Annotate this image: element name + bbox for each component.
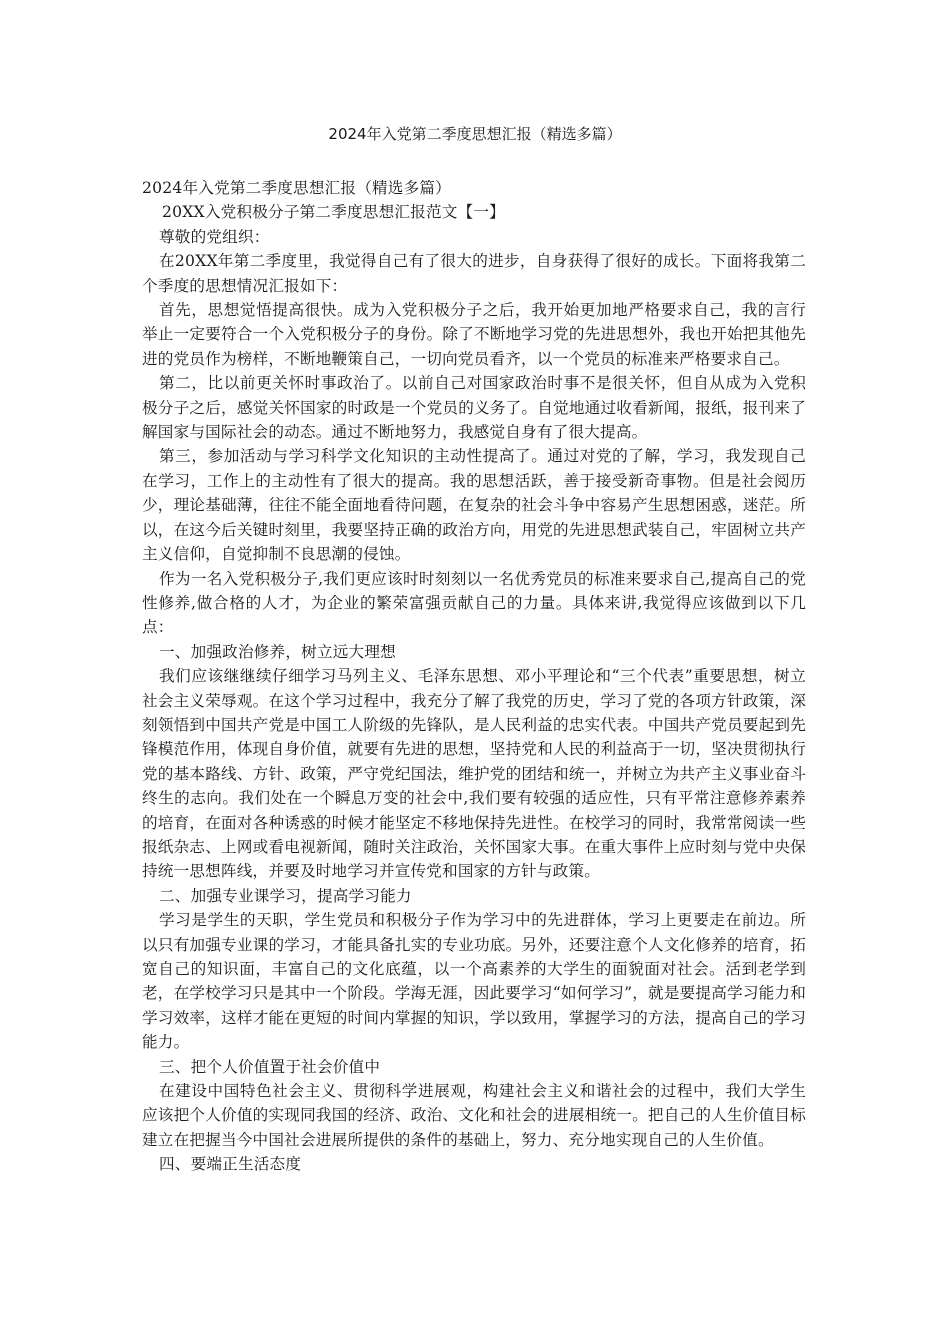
- section-heading: 四、要端正生活态度: [159, 1155, 302, 1174]
- paragraph: 第三，参加活动与学习科学文化知识的主动性提高了。通过对党的了解，学习，我发现自己在学习，工作上的主动性有了很大的提高。我的思想活跃，善于接受新奇事物。但是社会阅历少，理论基础薄，往往不能全面地看待问题，在复杂的社会斗争中容易产生思想困惑，迷茫。所以，在这今后关键时刻里，我要坚持正确的政治方向，用党的先进思想武装自己，牢固树立共产主义信仰，自觉抑制不良思潮的侵蚀。: [142, 447, 806, 564]
- paragraph: 首先，思想觉悟提高很快。成为入党积极分子之后，我开始更加地严格要求自己，我的言行举止一定要符合一个入党积极分子的身份。除了不断地学习党的先进思想外，我也开始把其他先进的党员作为榜样，不断地鞭策自己，一切向党员看齐，以一个党员的标准来严格要求自己。: [142, 301, 806, 368]
- paragraph: 学习是学生的天职，学生党员和积极分子作为学习中的先进群体，学习上更要走在前边。所以只有加强专业课的学习，才能具备扎实的专业功底。另外，还要注意个人文化修养的培育，拓宽自己的知识面，丰富自己的文化底蕴，以一个高素养的大学生的面貌面对社会。活到老学到老，在学校学习只是其中一个阶段。学海无涯，因此要学习“如何学习”，就是要提高学习能力和学习效率，这样才能在更短的时间内掌握的知识，学以致用，掌握学习的方法，提高自己的学习能力。: [142, 911, 806, 1052]
- section-heading: 二、加强专业课学习，提高学习能力: [159, 886, 412, 905]
- document-title: 2024年入党第二季度思想汇报（精选多篇）: [328, 125, 622, 143]
- paragraph: 第二，比以前更关怀时事政治了。以前自己对国家政治时事不是很关怀，但自从成为入党积极分子之后，感觉关怀国家的时政是一个党员的义务了。自觉地通过收看新闻，报纸，报刊来了解国家与国际社会的动态。通过不断地努力，我感觉自身有了很大提高。: [142, 374, 806, 442]
- paragraph: 在建设中国特色社会主义、贯彻科学进展观，构建社会主义和谐社会的过程中，我们大学生应该把个人价值的实现同我国的经济、政治、文化和社会的进展相统一。把自己的人生价值目标建立在把握当今中国社会进展所提供的条件的基础上，努力、充分地实现自己的人生价值。: [142, 1082, 806, 1149]
- paragraph: 在20XX年第二季度里，我觉得自己有了很大的进步，自身获得了很好的成长。下面将我第二个季度的思想情况汇报如下：: [142, 252, 806, 295]
- document-body: [142, 176, 806, 1177]
- heading: 2024年入党第二季度思想汇报（精选多篇）: [142, 179, 451, 197]
- section-heading: 一、加强政治修养，树立远大理想: [159, 642, 396, 661]
- section-heading: 三、把个人价值置于社会价值中: [159, 1057, 381, 1076]
- paragraph: 作为一名入党积极分子,我们更应该时时刻刻以一名优秀党员的标准来要求自己,提高自己的党性修养,做合格的人才，为企业的繁荣富强贡献自己的力量。具体来讲,我觉得应该做到以下几点：: [142, 569, 806, 637]
- salutation: 尊敬的党组织：: [159, 227, 270, 246]
- subtitle: 20XX入党积极分子第二季度思想汇报范文【一】: [162, 203, 505, 222]
- paragraph: 我们应该继继续仔细学习马列主义、毛泽东思想、邓小平理论和“三个代表”重要思想，树立社会主义荣辱观。在这个学习过程中，我充分了解了我党的历史，学习了党的各项方针政策，深刻领悟到中国共产党是中国工人阶级的先锋队，是人民利益的忠实代表。中国共产党员要起到先锋模范作用，体现自身价值，就要有先进的思想，坚持党和人民的利益高于一切，坚决贯彻执行党的基本路线、方针、政策，严守党纪国法，维护党的团结和统一，并树立为共产主义事业奋斗终生的志向。我们处在一个瞬息万变的社会中,我们要有较强的适应性，只有平常注意修养素养的培育，在面对各种诱惑的时候才能坚定不移地保持先进性。在校学习的同时，我常常阅读一些报纸杂志、上网或看电视新闻，随时关注政治，关怀国家大事。在重大事件上应时刻与党中央保持统一思想阵线，并要及时地学习并宣传党和国家的方针与政策。: [142, 667, 806, 881]
